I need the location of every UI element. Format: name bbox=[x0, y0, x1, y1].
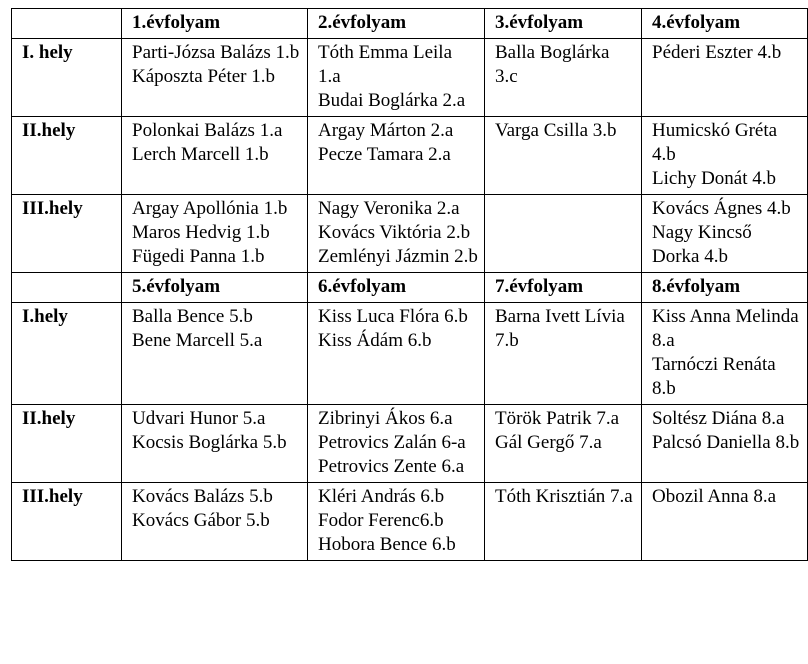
winner-entry: Kovács Ágnes 4.b bbox=[652, 198, 791, 219]
place-label: I.hely bbox=[12, 303, 122, 405]
grade-header-row bbox=[12, 273, 808, 303]
winner-entry: Nagy Veronika 2.a bbox=[318, 198, 460, 219]
place-label: III.hely bbox=[12, 483, 122, 561]
grade-header: 3.évfolyam bbox=[485, 9, 642, 39]
winners-cell bbox=[308, 483, 485, 561]
place-label: III.hely bbox=[12, 195, 122, 273]
winner-entry: Tóth Krisztián 7.a bbox=[495, 486, 633, 507]
winner-entry: Gál Gergő 7.a bbox=[495, 432, 602, 453]
winner-entry: Hobora Bence 6.b bbox=[318, 534, 456, 555]
winners-cell bbox=[308, 405, 485, 483]
place-row bbox=[12, 117, 808, 195]
winner-entry: Kiss Ádám 6.b bbox=[318, 330, 432, 351]
results-table-body bbox=[12, 9, 808, 561]
place-label: I. hely bbox=[12, 39, 122, 117]
grade-header: 6.évfolyam bbox=[308, 273, 485, 303]
winners-cell bbox=[122, 405, 308, 483]
place-row bbox=[12, 303, 808, 405]
winners-cell bbox=[122, 117, 308, 195]
winner-entry: Maros Hedvig 1.b bbox=[132, 222, 270, 243]
winner-entry: Budai Boglárka 2.a bbox=[318, 90, 466, 111]
winners-cell bbox=[485, 117, 642, 195]
winners-cell bbox=[642, 303, 808, 405]
winners-cell bbox=[642, 117, 808, 195]
winners-cell bbox=[642, 405, 808, 483]
winner-entry: Argay Apollónia 1.b bbox=[132, 198, 288, 219]
winners-cell bbox=[485, 39, 642, 117]
winner-entry: Tarnóczi Renáta 8.b bbox=[652, 354, 776, 399]
winner-entry: Bene Marcell 5.a bbox=[132, 330, 263, 351]
corner-cell bbox=[12, 273, 122, 303]
winners-cell bbox=[642, 483, 808, 561]
results-table bbox=[11, 8, 808, 561]
winner-entry: Török Patrik 7.a bbox=[495, 408, 620, 429]
winner-entry: Kocsis Boglárka 5.b bbox=[132, 432, 287, 453]
winners-cell bbox=[122, 483, 308, 561]
grade-header: 7.évfolyam bbox=[485, 273, 642, 303]
winner-entry: Balla Bence 5.b bbox=[132, 306, 253, 327]
place-label: II.hely bbox=[12, 405, 122, 483]
winner-entry: Polonkai Balázs 1.a bbox=[132, 120, 283, 141]
winner-entry: Udvari Hunor 5.a bbox=[132, 408, 266, 429]
winner-entry: Parti-Józsa Balázs 1.b bbox=[132, 42, 300, 63]
place-row bbox=[12, 39, 808, 117]
winners-cell bbox=[642, 39, 808, 117]
winner-entry: Petrovics Zalán 6-a bbox=[318, 432, 466, 453]
winner-entry: Zemlényi Jázmin 2.b bbox=[318, 246, 478, 267]
winner-entry: Palcsó Daniella 8.b bbox=[652, 432, 800, 453]
winner-entry: Fodor Ferenc6.b bbox=[318, 510, 444, 531]
winner-entry: Káposzta Péter 1.b bbox=[132, 66, 275, 87]
winners-cell bbox=[485, 195, 642, 273]
winner-entry: Tóth Emma Leila 1.a bbox=[318, 42, 453, 87]
winner-entry: Lerch Marcell 1.b bbox=[132, 144, 269, 165]
winner-entry: Péderi Eszter 4.b bbox=[652, 42, 782, 63]
winner-entry: Zibrinyi Ákos 6.a bbox=[318, 408, 453, 429]
grade-header: 2.évfolyam bbox=[308, 9, 485, 39]
grade-header: 8.évfolyam bbox=[642, 273, 808, 303]
winners-cell bbox=[485, 303, 642, 405]
winner-entry: Lichy Donát 4.b bbox=[652, 168, 777, 189]
winners-cell bbox=[485, 405, 642, 483]
winners-cell bbox=[122, 303, 308, 405]
winner-entry: Argay Márton 2.a bbox=[318, 120, 454, 141]
winner-entry: Kléri András 6.b bbox=[318, 486, 445, 507]
winner-entry: Humicskó Gréta 4.b bbox=[652, 120, 778, 165]
winner-entry: Kovács Gábor 5.b bbox=[132, 510, 270, 531]
winner-entry: Kiss Anna Melinda 8.a bbox=[652, 306, 799, 351]
winners-cell bbox=[642, 195, 808, 273]
corner-cell bbox=[12, 9, 122, 39]
winner-entry: Varga Csilla 3.b bbox=[495, 120, 617, 141]
place-label: II.hely bbox=[12, 117, 122, 195]
winners-cell bbox=[485, 483, 642, 561]
winner-entry: Nagy Kincső Dorka 4.b bbox=[652, 222, 752, 267]
winner-entry: Kiss Luca Flóra 6.b bbox=[318, 306, 468, 327]
winner-entry: Pecze Tamara 2.a bbox=[318, 144, 451, 165]
place-row bbox=[12, 405, 808, 483]
winner-entry: Obozil Anna 8.a bbox=[652, 486, 777, 507]
winner-entry: Kovács Balázs 5.b bbox=[132, 486, 273, 507]
winners-cell bbox=[308, 195, 485, 273]
grade-header: 1.évfolyam bbox=[122, 9, 308, 39]
winner-entry: Soltész Diána 8.a bbox=[652, 408, 785, 429]
winners-cell bbox=[308, 117, 485, 195]
winner-entry: Petrovics Zente 6.a bbox=[318, 456, 465, 477]
winner-entry: Balla Boglárka 3.c bbox=[495, 42, 610, 87]
winner-entry: Barna Ivett Lívia 7.b bbox=[495, 306, 625, 351]
winners-cell bbox=[308, 303, 485, 405]
winners-cell bbox=[122, 195, 308, 273]
winners-cell bbox=[308, 39, 485, 117]
grade-header-row bbox=[12, 9, 808, 39]
winners-cell bbox=[122, 39, 308, 117]
place-row bbox=[12, 195, 808, 273]
place-row bbox=[12, 483, 808, 561]
winner-entry: Kovács Viktória 2.b bbox=[318, 222, 471, 243]
winner-entry: Fügedi Panna 1.b bbox=[132, 246, 265, 267]
grade-header: 5.évfolyam bbox=[122, 273, 308, 303]
grade-header: 4.évfolyam bbox=[642, 9, 808, 39]
